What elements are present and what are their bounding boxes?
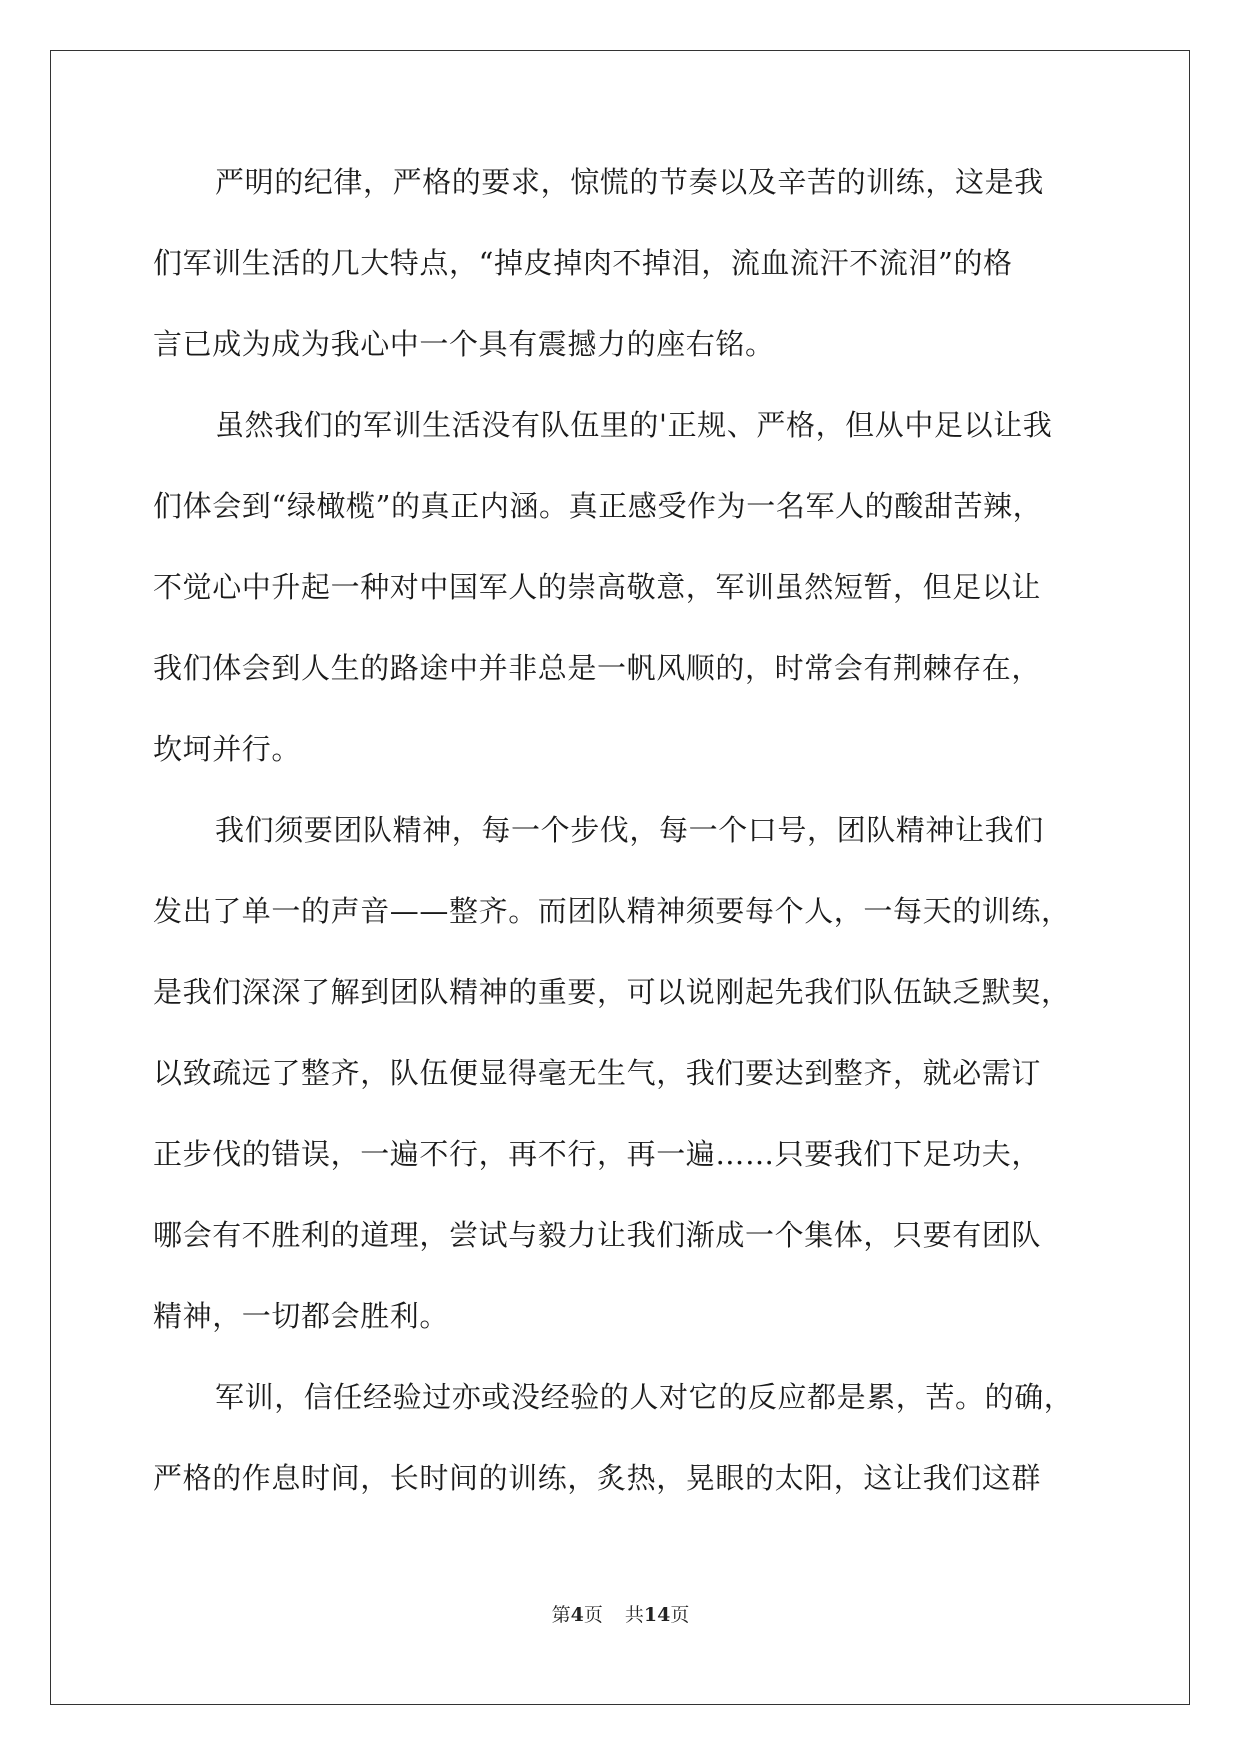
text-line: 们体会到“绿橄榄”的真正内涵。真正感受作为一名军人的酸甜苦辣， <box>153 489 1043 523</box>
text-line: 军训，信任经验过亦或没经验的人对它的反应都是累，苦。的确， <box>215 1380 1074 1414</box>
total-pages: 14 <box>643 1604 671 1626</box>
page-prefix: 第 <box>551 1604 571 1626</box>
page-footer <box>0 1600 1241 1627</box>
text-line: 我们体会到人生的路途中并非总是一帆风顺的，时常会有荆棘存在， <box>153 651 1042 685</box>
text-line: 以致疏远了整齐，队伍便显得毫无生气，我们要达到整齐，就必需订 <box>153 1056 1042 1090</box>
total-prefix: 共 <box>624 1604 644 1626</box>
page-suffix: 页 <box>583 1604 603 1626</box>
text-line: 我们须要团队精神，每一个步伐，每一个口号，团队精神让我们 <box>215 813 1044 847</box>
text-line: 发出了单一的声音——整齐。而团队精神须要每个人，一每天的训练， <box>153 894 1071 928</box>
total-suffix: 页 <box>670 1604 690 1626</box>
page-number: 4 <box>570 1604 584 1626</box>
text-line: 虽然我们的军训生活没有队伍里的'正规、严格，但从中足以让我 <box>215 408 1053 442</box>
text-line: 哪会有不胜利的道理，尝试与毅力让我们渐成一个集体，只要有团队 <box>153 1218 1042 1252</box>
text-line: 不觉心中升起一种对中国军人的崇高敬意，军训虽然短暂，但足以让 <box>153 570 1042 604</box>
text-line: 正步伐的错误，一遍不行，再不行，再一遍……只要我们下足功夫， <box>153 1137 1042 1171</box>
text-line: 严明的纪律，严格的要求，惊慌的节奏以及辛苦的训练，这是我 <box>215 165 1044 199</box>
text-line: 们军训生活的几大特点，“掉皮掉肉不掉泪，流血流汗不流泪”的格 <box>153 246 1013 280</box>
text-line: 精神，一切都会胜利。 <box>153 1299 450 1333</box>
text-line: 言已成为成为我心中一个具有震撼力的座右铭。 <box>153 327 775 361</box>
text-line: 坎坷并行。 <box>153 732 302 766</box>
document-body <box>153 162 1088 1539</box>
text-line: 是我们深深了解到团队精神的重要，可以说刚起先我们队伍缺乏默契， <box>153 975 1071 1009</box>
text-line: 严格的作息时间，长时间的训练，炙热，晃眼的太阳，这让我们这群 <box>153 1461 1042 1495</box>
